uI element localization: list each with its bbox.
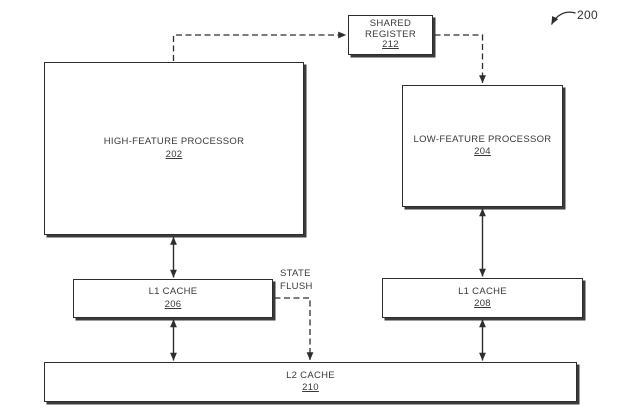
high-feature-processor-box xyxy=(44,62,304,235)
low-feature-processor-box xyxy=(402,85,563,207)
l1-cache-208-label: L1 CACHE xyxy=(458,285,507,297)
state-flush-label: STATE FLUSH xyxy=(280,268,313,292)
low-feature-processor-ref: 204 xyxy=(474,146,491,158)
l1-cache-206-box xyxy=(73,279,273,318)
shared-register-box xyxy=(348,15,433,55)
connector-register-to-proc204 xyxy=(435,35,483,83)
figure-reference-arrow xyxy=(552,12,576,24)
figure-reference-number: 200 xyxy=(577,8,598,22)
connector-state-flush-to-l2 xyxy=(275,298,311,360)
low-feature-processor-label: LOW-FEATURE PROCESSOR xyxy=(413,133,552,145)
l1-cache-206-label: L1 CACHE xyxy=(148,286,198,298)
shared-register-ref: 212 xyxy=(382,39,399,51)
l2-cache-ref: 210 xyxy=(302,382,319,394)
shared-register-label: SHARED REGISTER xyxy=(365,18,416,40)
connector-proc202-to-register xyxy=(174,35,347,61)
l2-cache-label: L2 CACHE xyxy=(286,369,335,381)
l1-cache-208-box xyxy=(382,278,583,318)
high-feature-processor-ref: 202 xyxy=(165,148,183,160)
l1-cache-206-ref: 206 xyxy=(164,298,182,310)
l2-cache-box xyxy=(44,362,577,402)
l1-cache-208-ref: 208 xyxy=(474,298,491,310)
high-feature-processor-label: HIGH-FEATURE PROCESSOR xyxy=(103,136,245,148)
